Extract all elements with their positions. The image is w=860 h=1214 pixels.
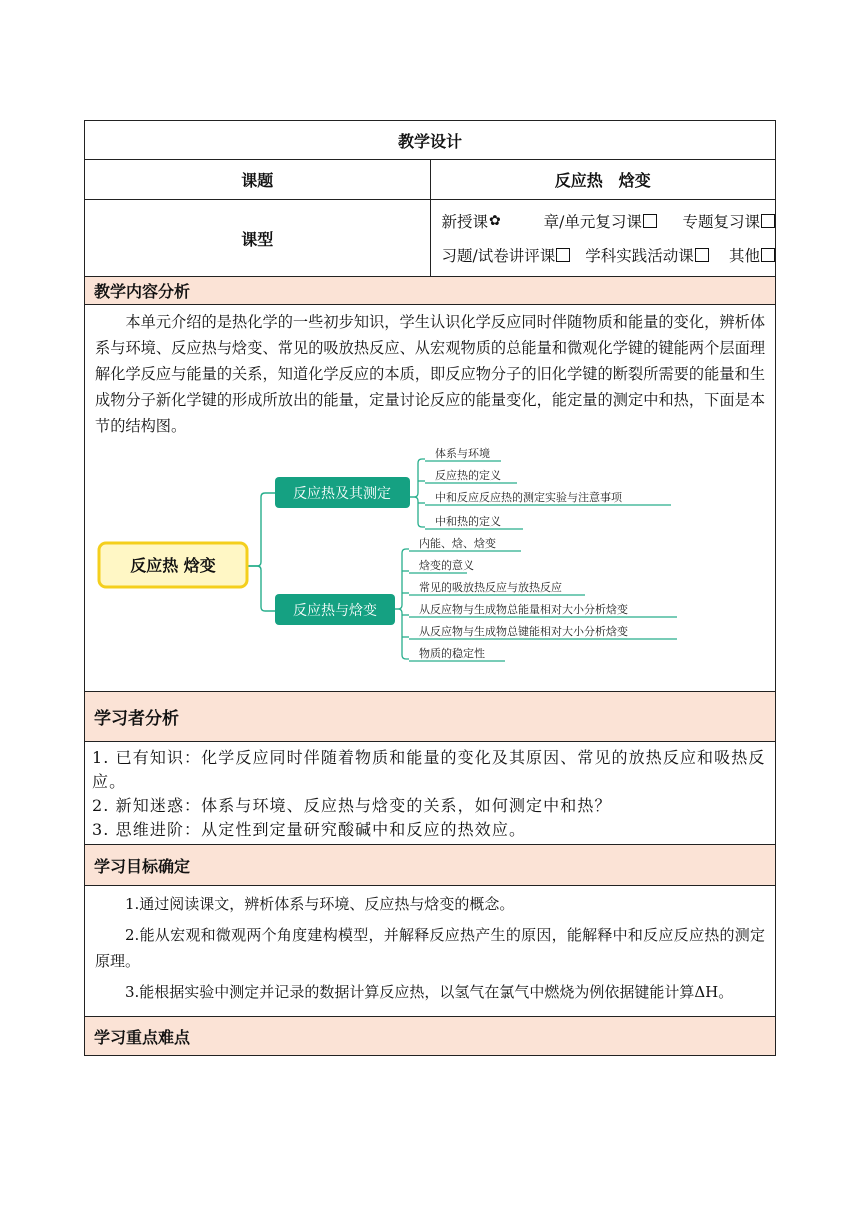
option-label: 其他 — [728, 247, 760, 265]
lesson-type-label: 课型 — [85, 200, 431, 277]
lesson-type-options — [430, 200, 776, 277]
option-unit-review[interactable] — [544, 210, 683, 232]
checkbox-icon — [761, 248, 775, 262]
mindmap-leaf: 中和反应反应热的测定实验与注意事项 — [435, 491, 622, 504]
lesson-type-row-2 — [431, 238, 776, 272]
option-new-lesson[interactable] — [442, 210, 544, 232]
mindmap-branch-label: 反应热与焓变 — [293, 603, 377, 619]
lesson-type-row-1 — [431, 204, 776, 238]
lesson-plan-table — [84, 120, 776, 1056]
option-label: 新授课 — [441, 213, 489, 231]
goal-item: 2.能从宏观和微观两个角度建构模型，并解释反应热产生的原因，能解释中和反应反应热的测定原理。 — [95, 926, 765, 970]
connector-line — [395, 549, 409, 609]
learner-item: 3. 思维进阶：从定性到定量研究酸碱中和反应的热效应。 — [92, 820, 527, 839]
content-analysis-body — [85, 305, 776, 692]
mindmap-leaf: 从反应物与生成物总键能相对大小分析焓变 — [419, 625, 628, 638]
connector-line — [248, 493, 275, 566]
goal-item: 3.能根据实验中测定并记录的数据计算反应热，以氢气在氯气中燃烧为例依据键能计算ΔH。 — [125, 983, 734, 1001]
mindmap-leaf: 体系与环境 — [435, 447, 490, 460]
mindmap-leaf: 焓变的意义 — [419, 559, 474, 572]
option-label: 专题复习课 — [682, 213, 760, 231]
option-exercise-review[interactable] — [442, 244, 586, 266]
key-points-heading: 学习重点难点 — [85, 1017, 776, 1056]
option-label: 章/单元复习课 — [543, 213, 642, 231]
mindmap-leaf: 内能、焓、焓变 — [419, 537, 496, 550]
learning-goals-heading: 学习目标确定 — [85, 845, 776, 886]
content-analysis-paragraph: 本单元介绍的是热化学的一些初步知识，学生认识化学反应同时伴随物质和能量的变化，辨析体系与环境、反应热与焓变、常见的吸放热反应、从宏观物质的总能量和微观化学键的键能两个层面理解化学反应与能量的关系，知道化学反应的本质，即反应物分子的旧化学键的断裂所需要的能量和生成物分子新化学键的形成所放出的能量，定量讨论反应的能量变化，能定量的测定中和热，下面是本节的结构图。 — [95, 313, 765, 435]
goal-item: 1.通过阅读课文，辨析体系与环境、反应热与焓变的概念。 — [125, 895, 515, 913]
connector-line — [395, 609, 409, 659]
connector-line — [410, 459, 425, 497]
option-label: 学科实践活动课 — [585, 247, 694, 265]
checkbox-icon — [761, 214, 775, 228]
mindmap-branch-label: 反应热及其测定 — [293, 486, 391, 502]
learning-goals-body — [85, 886, 776, 1017]
topic-value: 反应热 焓变 — [430, 160, 776, 200]
mindmap-leaf: 常见的吸放热反应与放热反应 — [419, 581, 562, 594]
connector-line — [410, 497, 425, 527]
option-topic-review[interactable] — [682, 210, 775, 232]
mindmap-leaf: 从反应物与生成物总能量相对大小分析焓变 — [419, 603, 628, 616]
learner-analysis-body — [85, 742, 776, 845]
table-title: 教学设计 — [85, 121, 776, 160]
checkbox-icon — [695, 248, 709, 262]
mindmap-leaf: 中和热的定义 — [435, 515, 501, 528]
content-analysis-heading: 教学内容分析 — [85, 277, 776, 305]
connector-line — [248, 566, 275, 611]
learner-analysis-heading: 学习者分析 — [85, 692, 776, 742]
option-practice-activity[interactable] — [585, 244, 729, 266]
checkbox-icon — [556, 248, 570, 262]
selected-flower-icon: ✿ — [489, 213, 501, 229]
learner-item: 2. 新知迷惑：体系与环境、反应热与焓变的关系，如何测定中和热？ — [92, 796, 612, 815]
mindmap-root-label: 反应热 焓变 — [130, 556, 216, 575]
learner-item: 1. 已有知识：化学反应同时伴随着物质和能量的变化及其原因、常见的放热反应和吸热反应。 — [92, 748, 766, 791]
option-other[interactable] — [729, 244, 775, 266]
structure-mindmap — [85, 439, 775, 681]
option-label: 习题/试卷讲评课 — [441, 247, 556, 265]
mindmap-leaf: 物质的稳定性 — [419, 647, 485, 660]
checkbox-icon — [643, 214, 657, 228]
mindmap-leaf: 反应热的定义 — [435, 469, 501, 482]
topic-label: 课题 — [85, 160, 431, 200]
